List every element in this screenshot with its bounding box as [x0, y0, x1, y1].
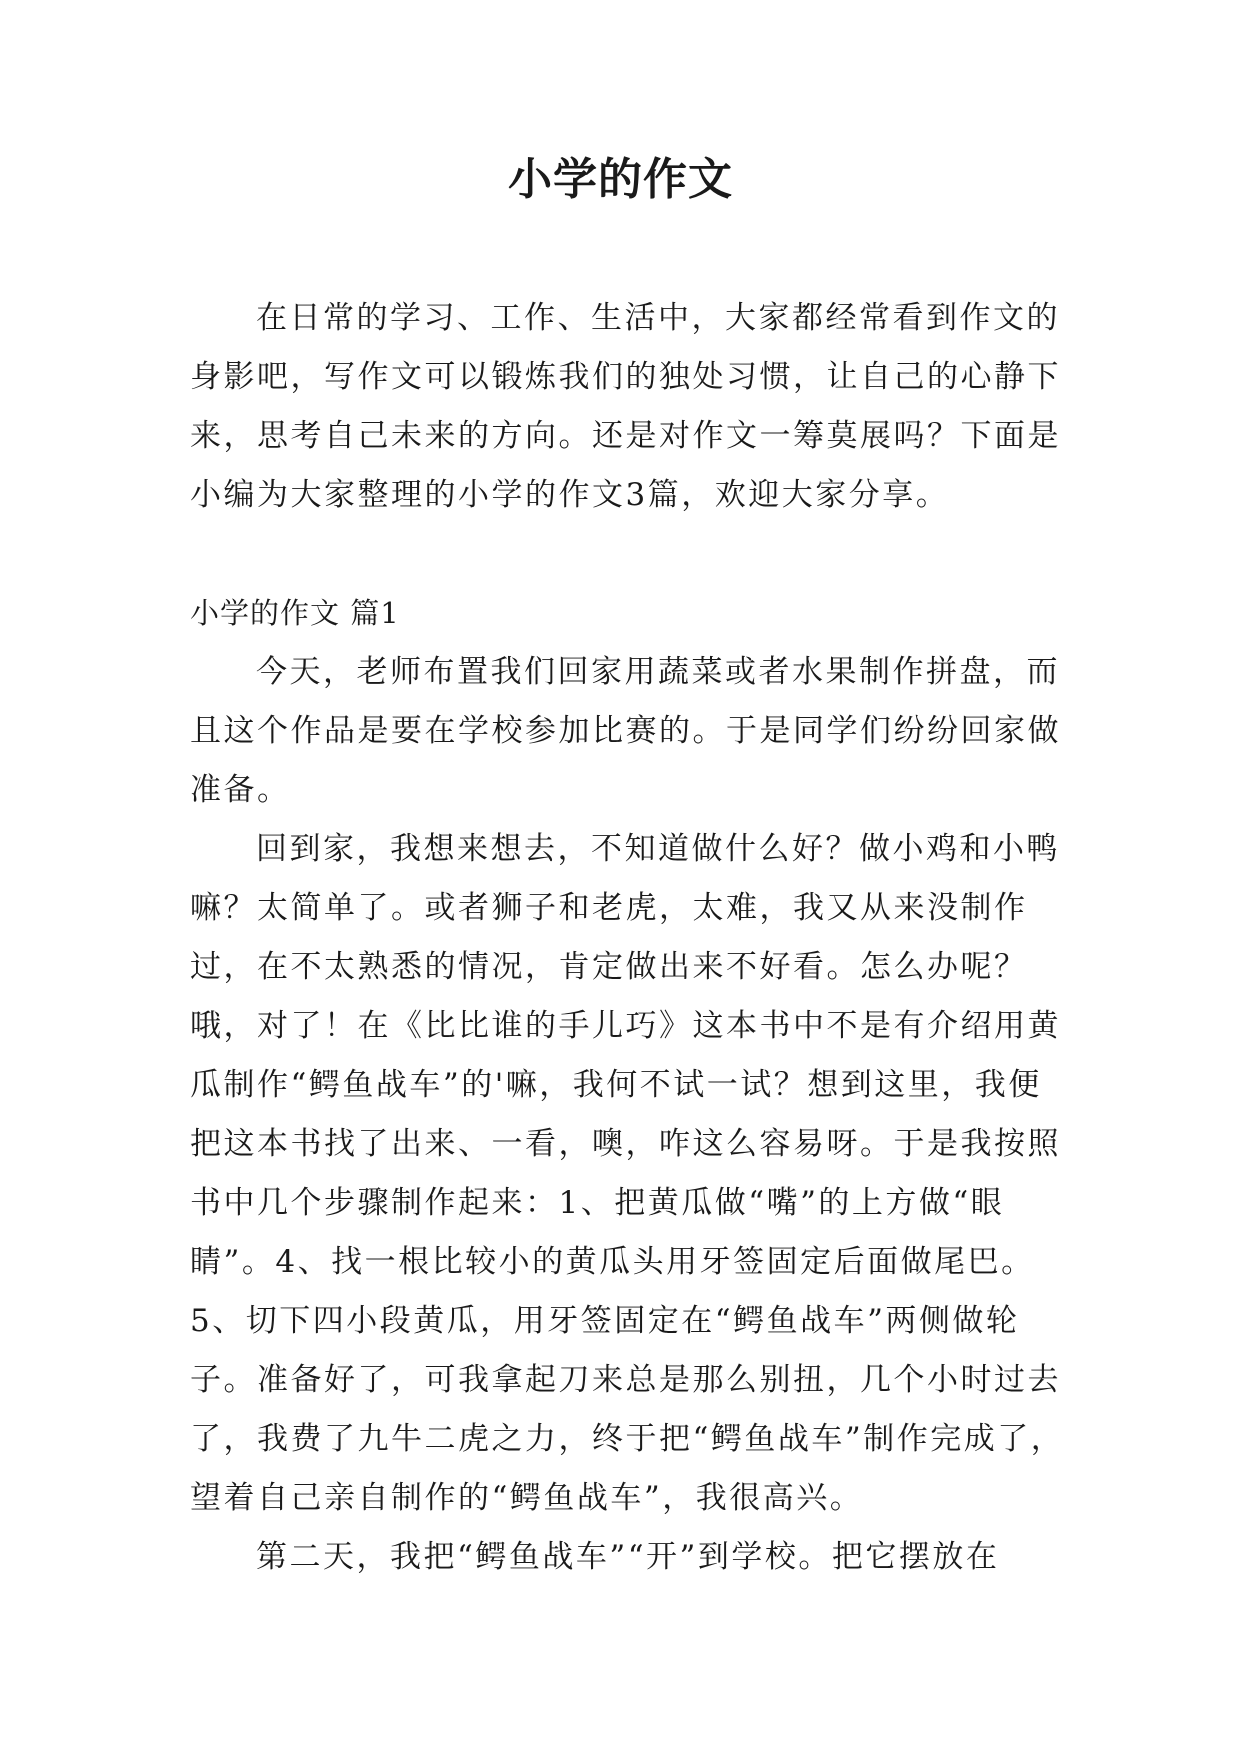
document-body [190, 289, 1070, 1587]
body-paragraph-1: 今天，老师布置我们回家用蔬菜或者水果制作拼盘，而且这个作品是要在学校参加比赛的。于是同学们纷纷回家做准备。 [190, 654, 1061, 808]
section-heading: 小学的作文 篇1 [190, 596, 400, 630]
intro-paragraph: 在日常的学习、工作、生活中，大家都经常看到作文的身影吧，写作文可以锻炼我们的独处习惯，让自己的心静下来，思考自己未来的方向。还是对作文一筹莫展吗？下面是小编为大家整理的小学的作文3篇，欢迎大家分享。 [190, 300, 1061, 513]
body-paragraph-3: 第二天，我把“鳄鱼战车”“开”到学校。把它摆放在 [256, 1539, 1000, 1575]
body-paragraph-2: 回到家，我想来想去，不知道做什么好？做小鸡和小鸭嘛？太简单了。或者狮子和老虎，太难，我又从来没制作过，在不太熟悉的情况，肯定做出来不好看。怎么办呢？哦，对了！在《比比谁的手儿巧》这本书中不是有介绍用黄瓜制作“鳄鱼战车”的'嘛，我何不试一试？想到这里，我便把这本书找了出来、一看，噢，咋这么容易呀。于是我按照书中几个步骤制作起来：1、把黄瓜做“嘴”的上方做“眼睛”。4、找一根比较小的黄瓜头用牙签固定后面做尾巴。5、切下四小段黄瓜，用牙签固定在“鳄鱼战车”两侧做轮子。准备好了，可我拿起刀来总是那么别扭，几个小时过去了，我费了九牛二虎之力，终于把“鳄鱼战车”制作完成了，望着自己亲自制作的“鳄鱼战车”，我很高兴。 [190, 831, 1065, 1516]
document-title: 小学的作文 [508, 154, 733, 205]
